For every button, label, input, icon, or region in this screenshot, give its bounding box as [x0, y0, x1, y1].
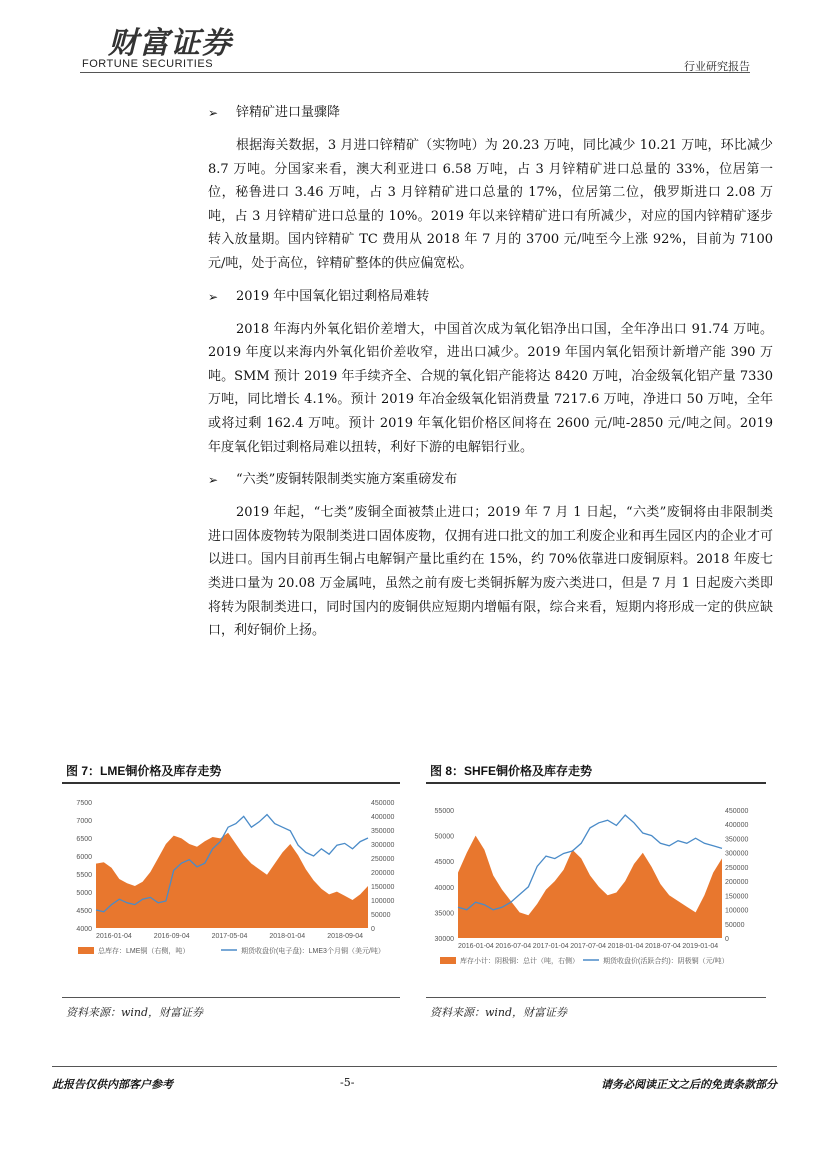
legend-label-inventory: 总库存：LME铜（右侧，吨） — [98, 948, 190, 955]
x-tick-label: 2017-05-04 — [211, 933, 248, 940]
left-tick-label: 5500 — [76, 872, 92, 879]
left-tick-label: 7500 — [76, 800, 92, 807]
right-tick-label: 300000 — [371, 842, 395, 849]
paragraph-scrap-copper: 2019 年起，“七类”废铜全面被禁止进口；2019 年 7 月 1 日起，“六类”废铜将由非限制类进口固体废物转为限制类进口固体废物，仅拥有进口批文的加工利废企业和再生园区内的企业才可以进口。国内目前再生铜占电解铜产量比重约在 15%，约 70%依靠进口废铜原料。2018 年废七类进口量为 20.08 万金属吨，虽然之前有废七类铜拆解为废六类进口，但是 7 月 1 日起废六类即将转为限制类进口，同时国内的废铜供应短期内增幅有限，综合来看，短期内将形成一定的供应缺口，利好铜价上扬。 — [208, 505, 773, 639]
figure-7-source: 资料来源：wind，财富证券 — [66, 1006, 204, 1019]
company-logo-cn: 财富证券 — [108, 26, 232, 61]
company-logo-en: FORTUNE SECURITIES — [82, 58, 214, 70]
x-tick-label: 2018-01-04 — [269, 933, 306, 940]
left-tick-label: 6000 — [76, 854, 92, 861]
left-tick-label: 7000 — [76, 818, 92, 825]
header-divider — [80, 72, 750, 73]
x-tick-label: 2016-07-04 — [495, 943, 532, 950]
x-tick-label: 2016-01-04 — [96, 933, 132, 940]
right-tick-label: 300000 — [725, 850, 749, 858]
left-tick-label: 4000 — [76, 926, 92, 933]
x-tick-label: 2018-07-04 — [645, 943, 681, 950]
left-tick-label: 30000 — [434, 936, 454, 943]
inventory-area — [458, 836, 722, 938]
right-tick-label: 400000 — [371, 814, 395, 821]
x-tick-label: 2018-01-04 — [607, 943, 644, 950]
right-tick-label: 350000 — [371, 828, 395, 835]
legend-label-inventory: 库存小计：阴极铜：总计（吨，右侧） — [460, 958, 579, 965]
right-tick-label: 50000 — [371, 912, 391, 919]
footer-divider — [52, 1066, 777, 1067]
left-tick-label: 55000 — [434, 808, 454, 815]
x-tick-label: 2017-07-04 — [570, 943, 607, 950]
figure-8-top-rule — [426, 782, 766, 784]
right-tick-label: 100000 — [371, 898, 395, 905]
left-tick-label: 6500 — [76, 836, 92, 843]
right-tick-label: 200000 — [725, 879, 749, 887]
arrow-bullet-icon: ➢ — [208, 289, 219, 304]
left-tick-label: 45000 — [434, 859, 454, 867]
left-tick-label: 5000 — [76, 890, 92, 897]
figure-8-source: 资料来源：wind，财富证券 — [430, 1006, 568, 1019]
paragraph-alumina: 2018 年海内外氧化铝价差增大，中国首次成为氧化铝净出口国，全年净出口 91.74 万吨。2019 年度以来海内外氧化铝价差收窄，进出口减少。2019 年国内氧化铝预计新增产能 390 万吨。SMM 预计 2019 年手续齐全、合规的氧化铝产能将达 8420 万吨，冶金级氧化铝产量 7330 万吨，同比增长 4.1%。预计 2019 年冶金级氧化铝消费量 7217.6 万吨，净进口 50 万吨，全年或将过剩 162.4 万吨。预计 2019 年氧化铝价格区间将在 2600 元/吨-2850 元/吨之间。2019 年度氧化铝过剩格局难以扭转，利好下游的电解铝行业。 — [208, 321, 773, 455]
left-tick-label: 40000 — [434, 884, 454, 892]
right-tick-label: 50000 — [725, 921, 745, 929]
arrow-bullet-icon: ➢ — [208, 473, 219, 488]
figure-8-bottom-rule — [426, 997, 766, 998]
paragraph-zinc: 根据海关数据，3 月进口锌精矿（实物吨）为 20.23 万吨，同比减少 10.21 万吨，环比减少 8.7 万吨。分国家来看，澳大利亚进口 6.58 万吨，占 3 月锌精矿进口总量的 33%，位居第一位，秘鲁进口 3.46 万吨，占 3 月锌精矿进口总量的 17%，位居第二位，俄罗斯进口 2.08 万吨，占 3 月锌精矿进口总量的 10%。2019 年以来锌精矿进口有所减少，对应的国内锌精矿逐步转入放量期。国内锌精矿 TC 费用从 2018 年 7 月的 3700 元/吨至今上涨 92%，目前为 7100 元/吨，处于高位，锌精矿整体的供应偏宽松。 — [208, 138, 773, 271]
legend-swatch-inventory — [78, 947, 94, 954]
right-tick-label: 250000 — [371, 856, 395, 863]
arrow-bullet-icon: ➢ — [208, 106, 219, 120]
left-tick-label: 4500 — [76, 908, 92, 915]
legend-label-price: 期货收盘价(活跃合约)：阴极铜（元/吨） — [603, 958, 729, 965]
right-tick-label: 250000 — [725, 864, 749, 872]
right-tick-label: 0 — [725, 936, 729, 943]
x-tick-label: 2016-09-04 — [153, 933, 190, 940]
right-tick-label: 0 — [371, 926, 375, 933]
section-heading-zinc: ➢ 锌精矿进口量骤降 — [208, 105, 341, 120]
x-tick-label: 2019-01-04 — [682, 943, 719, 950]
right-tick-label: 450000 — [725, 808, 749, 815]
right-tick-label: 400000 — [725, 822, 749, 830]
page-number: -5- — [340, 1076, 355, 1089]
footer-disclaimer-right: 请务必阅读正文之后的免责条款部分 — [601, 1078, 777, 1091]
left-tick-label: 35000 — [434, 910, 454, 918]
x-tick-label: 2018-09-04 — [327, 933, 364, 940]
lme-copper-chart — [62, 788, 400, 978]
figure-8-title: 图 8：SHFE铜价格及库存走势 — [430, 764, 593, 778]
right-tick-label: 450000 — [371, 800, 395, 807]
figure-7-top-rule — [62, 782, 400, 784]
left-tick-label: 50000 — [434, 833, 454, 841]
footer-disclaimer-left: 此报告仅供内部客户参考 — [52, 1078, 173, 1091]
right-tick-label: 150000 — [725, 893, 749, 901]
body-content — [208, 104, 773, 655]
x-tick-label: 2017-01-04 — [532, 943, 569, 950]
section-heading-alumina: ➢ 2019 年中国氧化铝过剩格局难转 — [208, 288, 430, 304]
report-type-label: 行业研究报告 — [684, 60, 750, 73]
figure-7-bottom-rule — [62, 997, 400, 998]
x-tick-label: 2016-01-04 — [458, 943, 494, 950]
inventory-area — [96, 833, 368, 928]
right-tick-label: 150000 — [371, 884, 395, 891]
legend-swatch-inventory — [440, 957, 456, 964]
right-tick-label: 350000 — [725, 836, 749, 844]
shfe-copper-chart — [426, 788, 766, 978]
right-tick-label: 100000 — [725, 907, 749, 915]
legend-label-price: 期货收盘价(电子盘)：LME3个月铜（美元/吨） — [241, 948, 385, 955]
page-header — [80, 14, 750, 74]
right-tick-label: 200000 — [371, 870, 395, 877]
section-heading-scrap-copper: ➢ “六类”废铜转限制类实施方案重磅发布 — [208, 472, 458, 488]
figure-7-title: 图 7：LME铜价格及库存走势 — [66, 764, 222, 778]
